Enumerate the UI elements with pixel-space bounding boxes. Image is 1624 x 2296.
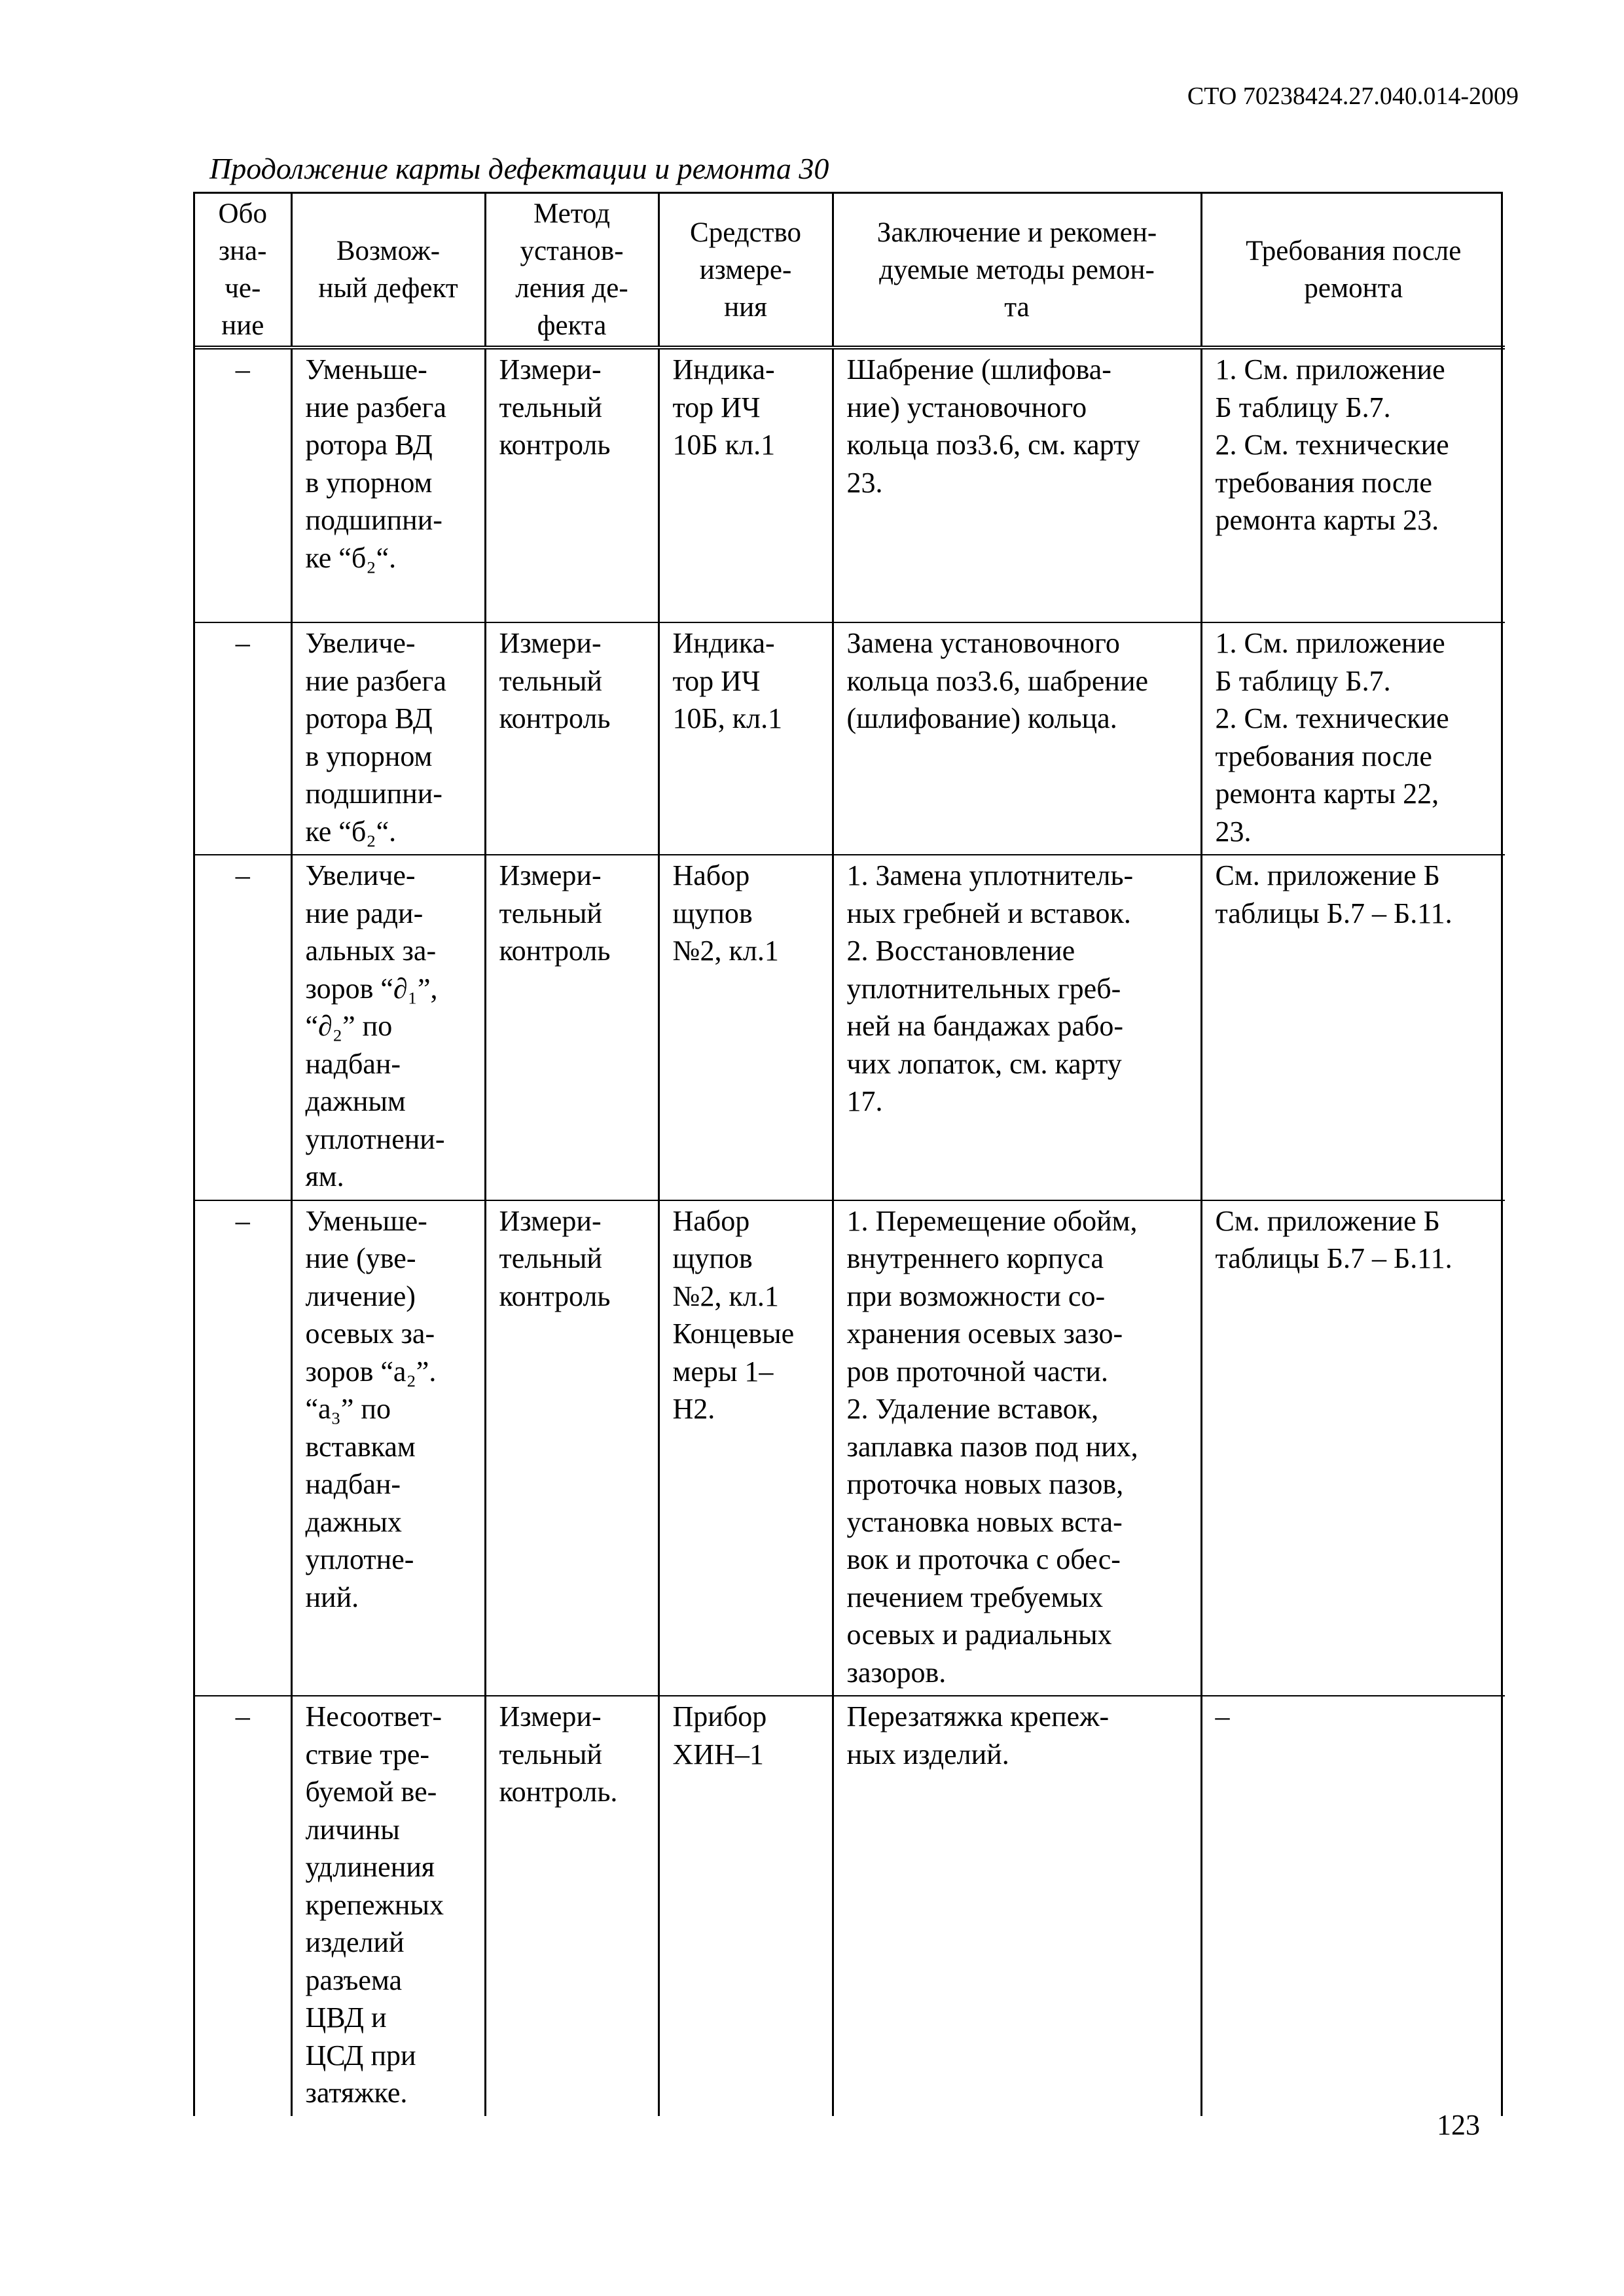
- cell-designation: –: [195, 855, 291, 1200]
- cell-designation: –: [235, 353, 250, 386]
- cell-conclusion: 1. Замена уплотнитель- ных гребней и вставок. 2. Восстановление уплотнительных греб- ней на бандажах рабо- чих лопаток, см. карту 17.: [833, 855, 1201, 1200]
- column-header-method: Метод установ- ления де- фекта: [485, 194, 659, 348]
- table-row: [195, 855, 1505, 1200]
- cell-requirements: –: [1201, 1696, 1505, 2116]
- defect-table: [193, 192, 1503, 2116]
- cell-instrument: Прибор ХИН–1: [659, 1696, 833, 2116]
- document-code: СТО 70238424.27.040.014-2009: [1187, 82, 1519, 110]
- column-header-conclusion: Заключение и рекомен- дуемые методы ремон- та: [833, 194, 1201, 348]
- cell-conclusion: Перезатяжка крепеж- ных изделий.: [833, 1696, 1201, 2116]
- cell-method: Измери- тельный контроль: [485, 1200, 659, 1696]
- table-row: [195, 348, 1505, 622]
- column-header-requirements: Требования после ремонта: [1201, 194, 1505, 348]
- cell-defect: Увеличе- ние разбега ротора ВД в упорном подшипни- ке “б₂“.: [291, 622, 485, 855]
- cell-defect: Уменьше- ние (уве- личение) осевых за- зоров “а₂”. “а₃” по вставкам надбан- дажных уплотне- ний.: [291, 1200, 485, 1696]
- cell-conclusion: Замена установочного кольца поз3.6, шабрение (шлифование) кольца.: [833, 622, 1201, 855]
- cell-defect: Увеличе- ние ради- альных за- зоров “∂₁”, “∂₂” по надбан- дажным уплотнени- ям.: [291, 855, 485, 1200]
- table-row: [195, 622, 1505, 855]
- cell-conclusion: Шабрение (шлифова- ние) установочного кольца поз3.6, см. карту 23.: [833, 348, 1201, 622]
- cell-designation: –: [195, 1696, 291, 2116]
- cell-method: Измери- тельный контроль.: [485, 1696, 659, 2116]
- cell-method: Измери- тельный контроль: [485, 622, 659, 855]
- cell-designation: –: [195, 622, 291, 855]
- page-number: 123: [1437, 2109, 1480, 2141]
- cell-method: Измери- тельный контроль: [485, 348, 659, 622]
- cell-instrument: Индика- тор ИЧ 10Б кл.1: [659, 348, 833, 622]
- cell-requirements: См. приложение Б таблицы Б.7 – Б.11.: [1201, 855, 1505, 1200]
- cell-defect: Несоответ- ствие тре- буемой ве- личины удлинения крепежных изделий разъема ЦВД и ЦСД при затяжке.: [291, 1696, 485, 2116]
- column-header-defect: Возмож- ный дефект: [291, 194, 485, 348]
- table-caption: Продолжение карты дефектации и ремонта 30: [209, 152, 829, 185]
- cell-conclusion: 1. Перемещение обойм, внутреннего корпуса при возможности со- хранения осевых зазо- ров проточной части. 2. Удаление вставок, заплавка пазов под них, проточка новых пазов, установка новых вста- вок и проточка с обес- печением требуемых осевых и радиальных зазоров.: [833, 1200, 1201, 1696]
- cell-instrument: Набор щупов №2, кл.1: [659, 855, 833, 1200]
- cell-method: Измери- тельный контроль: [485, 855, 659, 1200]
- table-header-row: [195, 194, 1505, 348]
- cell-instrument: Набор щупов №2, кл.1 Концевые меры 1– Н2.: [659, 1200, 833, 1696]
- cell-requirements: 1. См. приложение Б таблицу Б.7. 2. См. технические требования после ремонта карты 23.: [1201, 348, 1505, 622]
- table-row: [195, 1200, 1505, 1696]
- cell-instrument: Индика- тор ИЧ 10Б, кл.1: [659, 622, 833, 855]
- cell-defect: Уменьше- ние разбега ротора ВД в упорном подшипни- ке “б₂“.: [291, 348, 485, 622]
- cell-requirements: См. приложение Б таблицы Б.7 – Б.11.: [1201, 1200, 1505, 1696]
- cell-requirements: 1. См. приложение Б таблицу Б.7. 2. См. технические требования после ремонта карты 22, 23.: [1201, 622, 1505, 855]
- cell-designation: –: [195, 1200, 291, 1696]
- column-header-instrument: Средство измере- ния: [659, 194, 833, 348]
- table-row: [195, 1696, 1505, 2116]
- column-header-designation: Обо зна- че- ние: [195, 194, 291, 348]
